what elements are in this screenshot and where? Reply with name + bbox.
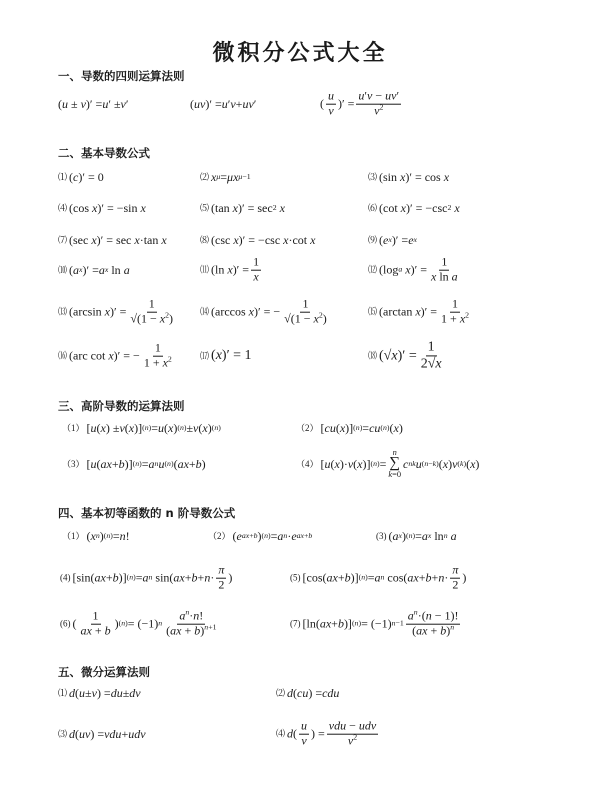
section-heading-2: 二、基本导数公式 bbox=[58, 146, 150, 160]
formula-2-6: ⑹ (cot x )′ = −csc 2 x bbox=[368, 201, 460, 215]
formula-2-7: ⑺ (sec x )′ = sec x ·tan x bbox=[58, 233, 167, 247]
formula-sum-rule: ( u ± v )′ = u ′ ± v ′ bbox=[58, 97, 129, 111]
section-heading-3: 三、高阶导数的运算法则 bbox=[58, 399, 185, 413]
formula-product-rule: ( uv )′ = u ′ v + uv ′ bbox=[190, 97, 257, 111]
formula-4-5: (5) [cos( ax + b )] (n) = a n cos( ax + b + n · $\frac{\pi}{2}$ ) bbox=[290, 562, 467, 592]
formula-3-1: （1） [ u ( x ) ± v ( x )] (n) = u ( x ) (n) ± v ( x ) (n) bbox=[62, 421, 221, 435]
formula-3-2: （2） [ cu ( x )] (n) = cu (n) ( x ) bbox=[296, 421, 403, 435]
formula-5-4: ⑷ d ( $\frac{u}{v}$ ) = $\frac{\text{vdu − udv}}{v^2}$ bbox=[276, 718, 377, 748]
formula-2-11: ⑾ (ln x )′ = $\frac{1}{x}$ bbox=[200, 254, 260, 284]
formula-5-3: ⑶ d ( uv ) = vdu + udv bbox=[58, 727, 146, 741]
formula-4-3: (3) ( a x ) (n) = a x ln n a bbox=[376, 529, 457, 543]
formula-2-8: ⑻ (csc x )′ = −csc x ·cot x bbox=[200, 233, 316, 247]
formula-2-18: ⒅ (√ x )′ = $\frac{1}{2√x}$ bbox=[368, 339, 442, 372]
formula-quotient-rule: ( $\frac{u}{v}$ )′ = $\frac{u'v - uv'}{v^2}$ bbox=[320, 88, 400, 118]
formula-2-1: ⑴ ( c )′ = 0 bbox=[58, 170, 104, 184]
formula-4-6: (6) ( $\frac{1}{ax + b}$ ) (n) = (−1) n $\frac{a^n\cdot n!}{(ax + b)^{n+1}}$ bbox=[60, 607, 217, 638]
formula-2-4: ⑷ (cos x )′ = −sin x bbox=[58, 201, 146, 215]
formula-3-3: （3） [ u ( ax + b )] (n) = a n u (n) ( ax + b ) bbox=[62, 457, 206, 471]
formula-4-1: （1） ( x n ) (n) = n ! bbox=[62, 529, 130, 543]
formula-4-7: (7) [ln( ax + b )] (n) = (−1) n−1 $\frac{a^n\cdot(n - 1)!}{(ax + b)^n}$ bbox=[290, 607, 459, 638]
page-title: 微积分公式大全 bbox=[212, 41, 388, 66]
formula-2-5: ⑸ (tan x )′ = sec 2 x bbox=[200, 201, 285, 215]
formula-4-4: (4) [sin( ax + b )] (n) = a n sin( ax + b + n · $\frac{\pi}{2}$ ) bbox=[60, 562, 233, 592]
formula-2-9: ⑼ ( e x )′ = e x bbox=[368, 233, 417, 247]
formula-5-1: ⑴ d ( u ± v ) = du ± dv bbox=[58, 686, 141, 700]
section-heading-1: 一、导数的四则运算法则 bbox=[58, 69, 185, 83]
formula-2-12: ⑿ (log a x )′ = $\frac{1}{\text{x ln a}}$ bbox=[368, 254, 458, 284]
formula-2-17: ⒄ ( x )′ = 1 bbox=[200, 348, 252, 363]
section-heading-5: 五、微分运算法则 bbox=[58, 665, 150, 679]
formula-2-16: ⒃ (arc cot x )′ = − $\frac{1}{1 + x^2}$ bbox=[58, 340, 172, 370]
formula-4-2: （2） ( e ax+b ) (n) = a n · e ax+b bbox=[208, 529, 313, 543]
formula-3-4: （4） [ u ( x )· v ( x )] (n) = n ∑ k=0 c n k u (n−k) ( x ) v (k) ( x ) bbox=[296, 447, 480, 479]
formula-2-3: ⑶ (sin x )′ = cos x bbox=[368, 170, 450, 184]
formula-2-2: ⑵ x μ = μx μ−1 bbox=[200, 170, 251, 184]
formula-2-15: ⒂ (arctan x )′ = $\frac{1}{1 + x^2}$ bbox=[368, 296, 470, 326]
formula-2-10: ⑽ ( a x )′ = a x ln a bbox=[58, 263, 130, 277]
formula-2-14: ⒁ (arccos x )′ = − $\frac{1}{√(1 - x^2)}$ bbox=[200, 296, 327, 326]
section-heading-4: 四、基本初等函数的 n 阶导数公式 bbox=[58, 506, 236, 520]
formula-5-2: ⑵ d ( cu ) = cdu bbox=[276, 686, 340, 700]
formula-2-13: ⒀ (arcsin x )′ = $\frac{1}{√(1 - x^2)}$ bbox=[58, 296, 173, 326]
